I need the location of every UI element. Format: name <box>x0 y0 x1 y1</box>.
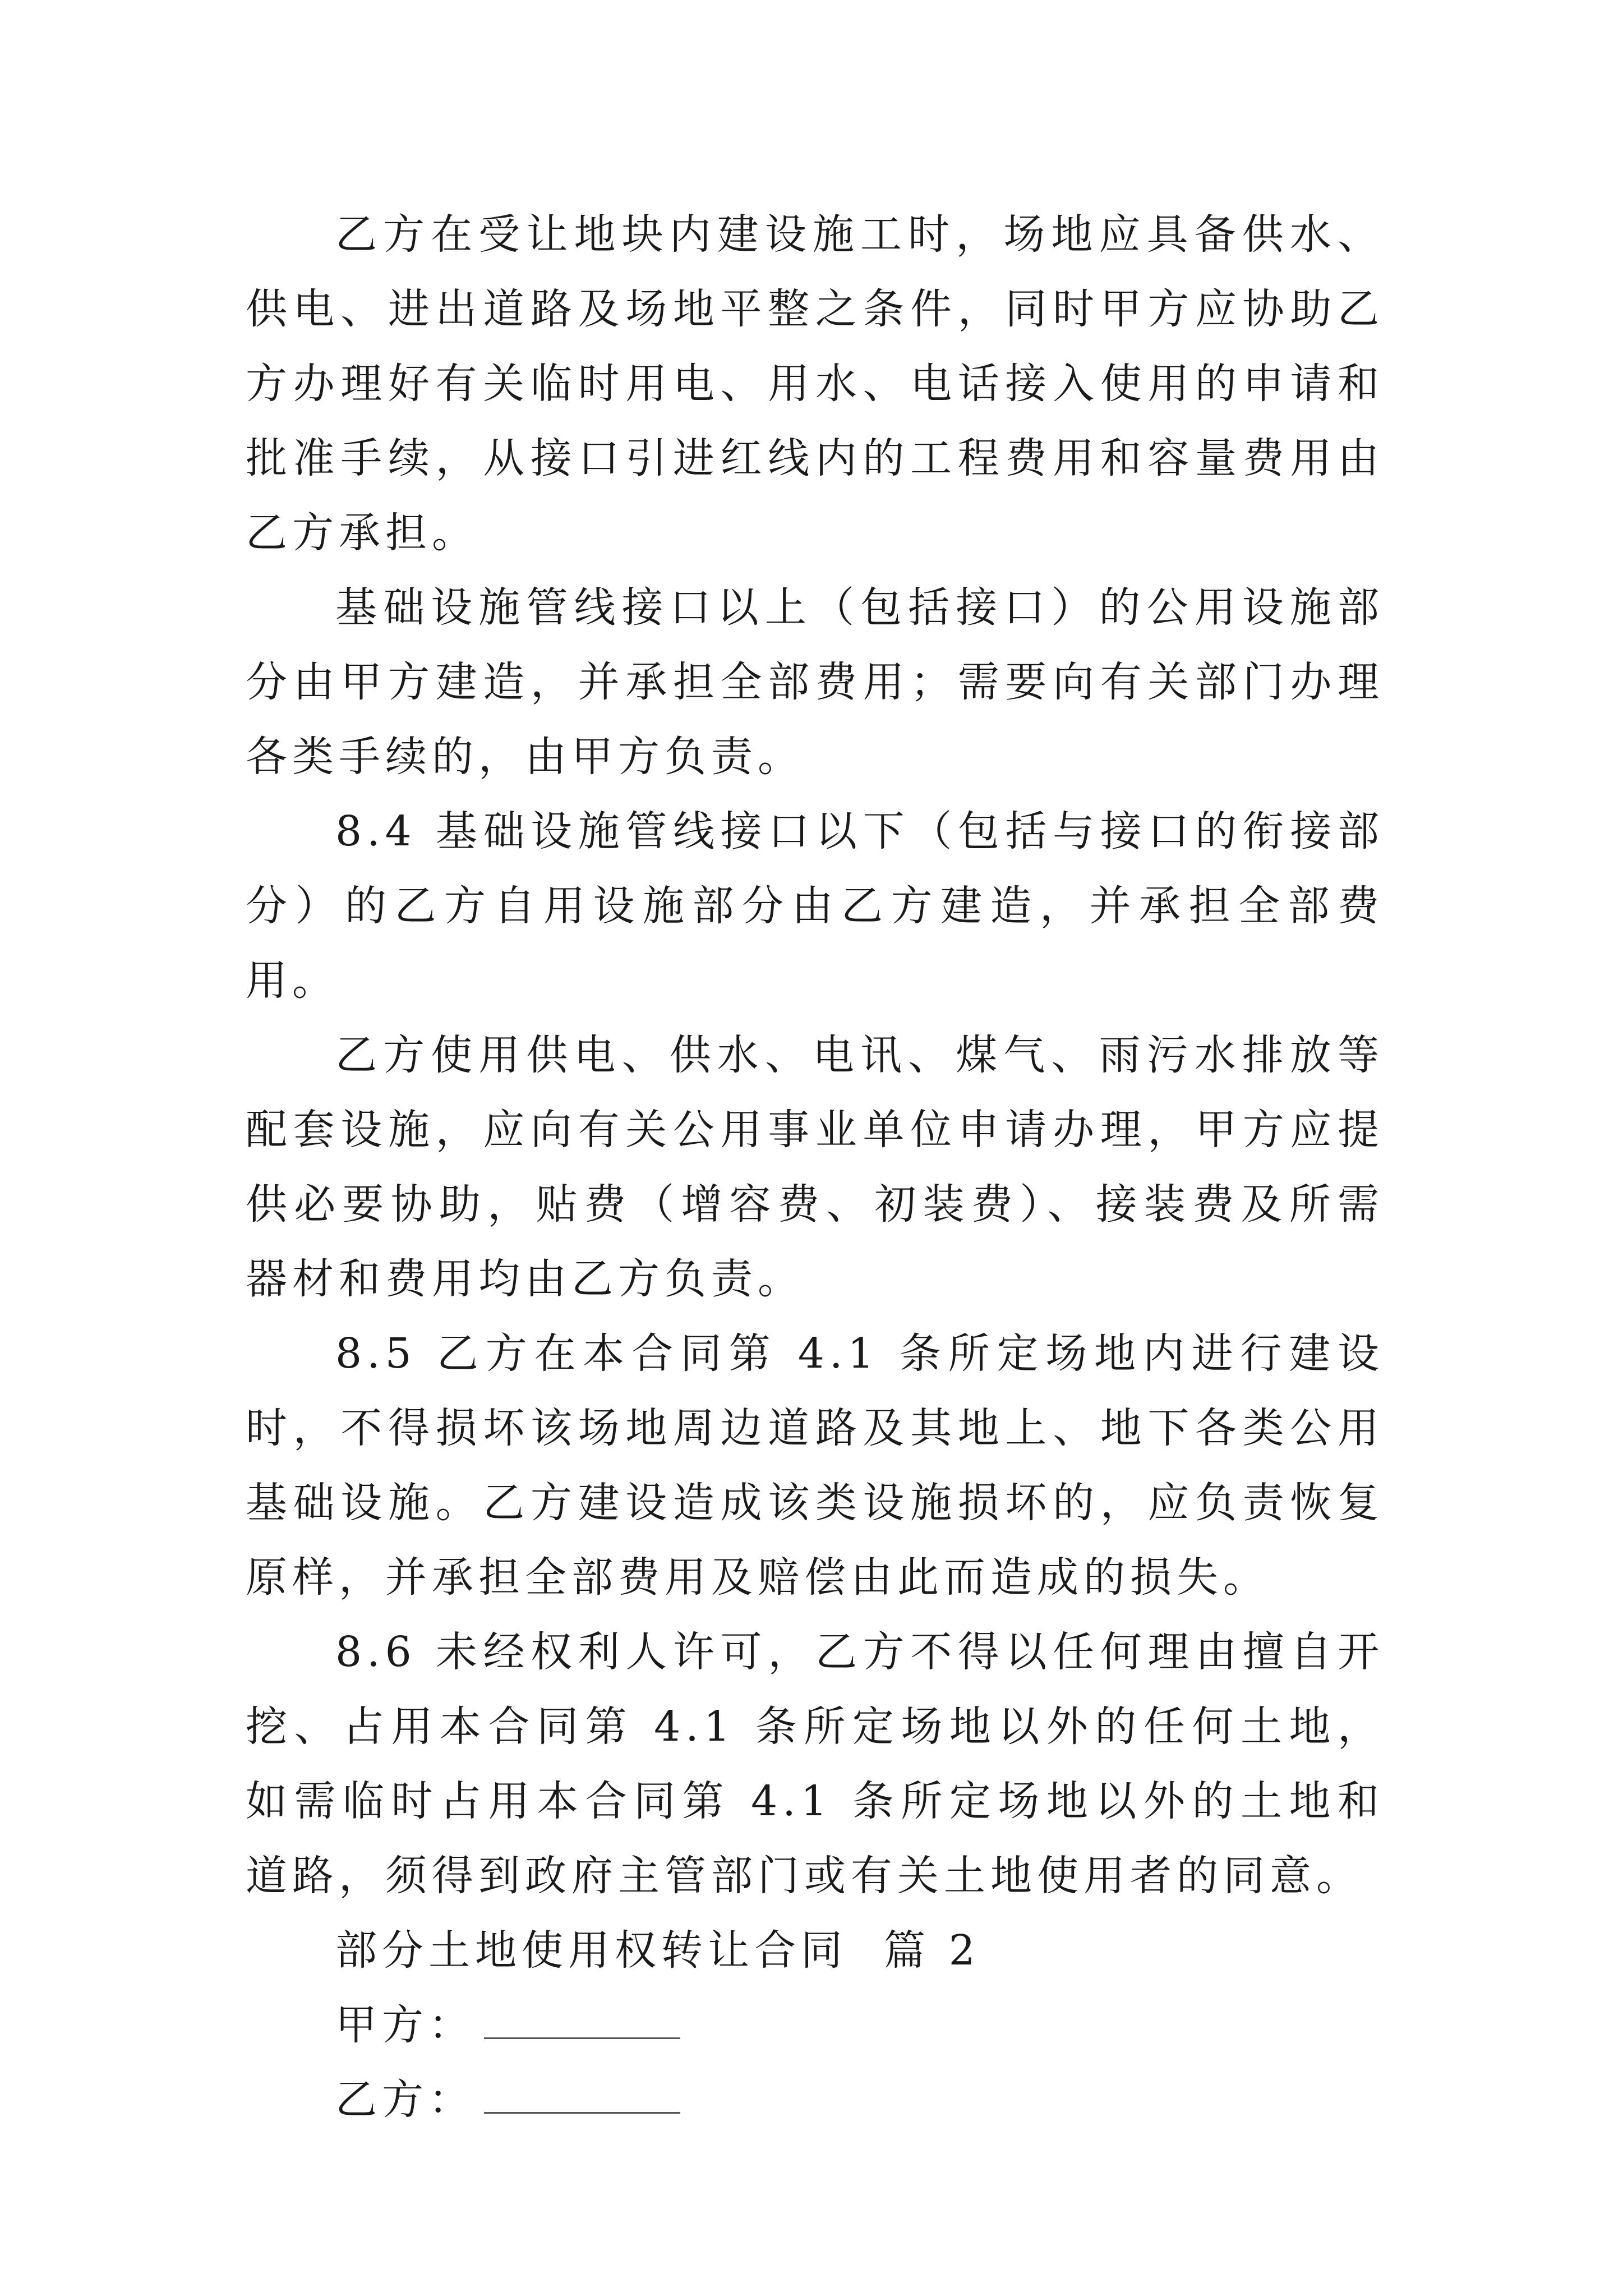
paragraph-clause-8-6: 8.6 未经权利人许可，乙方不得以任何理由擅自开挖、占用本合同第 4.1 条所定场地以外的任何土地，如需临时占用本合同第 4.1 条所定场地以外的土地和道路，须得到政府主管部门或有关土地使用者的同意。 <box>246 1628 1384 1900</box>
paragraph-utilities-application: 乙方使用供电、供水、电讯、煤气、雨污水排放等配套设施，应向有关公用事业单位申请办理，甲方应提供必要协助，贴费（增容费、初装费）、接装费及所需器材和费用均由乙方负责。 <box>246 1031 1384 1303</box>
party-b-line <box>246 2063 1384 2137</box>
party-a-label: 甲方： <box>335 2001 475 2049</box>
paragraph-site-conditions: 乙方在受让地块内建设施工时，场地应具备供水、供电、进出道路及场地平整之条件，同时甲方应协助乙方办理好有关临时用电、用水、电话接入使用的申请和批准手续，从接口引进红线内的工程费用和容量费用由乙方承担。 <box>246 210 1384 557</box>
party-b-label: 乙方： <box>335 2076 475 2124</box>
paragraph-clause-8-5: 8.5 乙方在本合同第 4.1 条所定场地内进行建设时，不得损坏该场地周边道路及其地上、地下各类公用基础设施。乙方建设造成该类设施损坏的，应负责恢复原样，并承担全部费用及赔偿由此而造成的损失。 <box>246 1329 1384 1602</box>
party-a-line <box>246 1988 1384 2063</box>
document-body <box>246 197 1384 2137</box>
party-a-blank-field <box>484 2006 680 2039</box>
section-title: 部分土地使用权转让合同 篇 2 <box>335 1926 980 1975</box>
paragraph-clause-8-4: 8.4 基础设施管线接口以下（包括与接口的衔接部分）的乙方自用设施部分由乙方建造，并承担全部费用。 <box>246 807 1384 1005</box>
party-b-blank-field <box>484 2081 680 2114</box>
paragraph-public-facilities: 基础设施管线接口以上（包括接口）的公用设施部分由甲方建造，并承担全部费用；需要向有关部门办理各类手续的，由甲方负责。 <box>246 583 1384 781</box>
